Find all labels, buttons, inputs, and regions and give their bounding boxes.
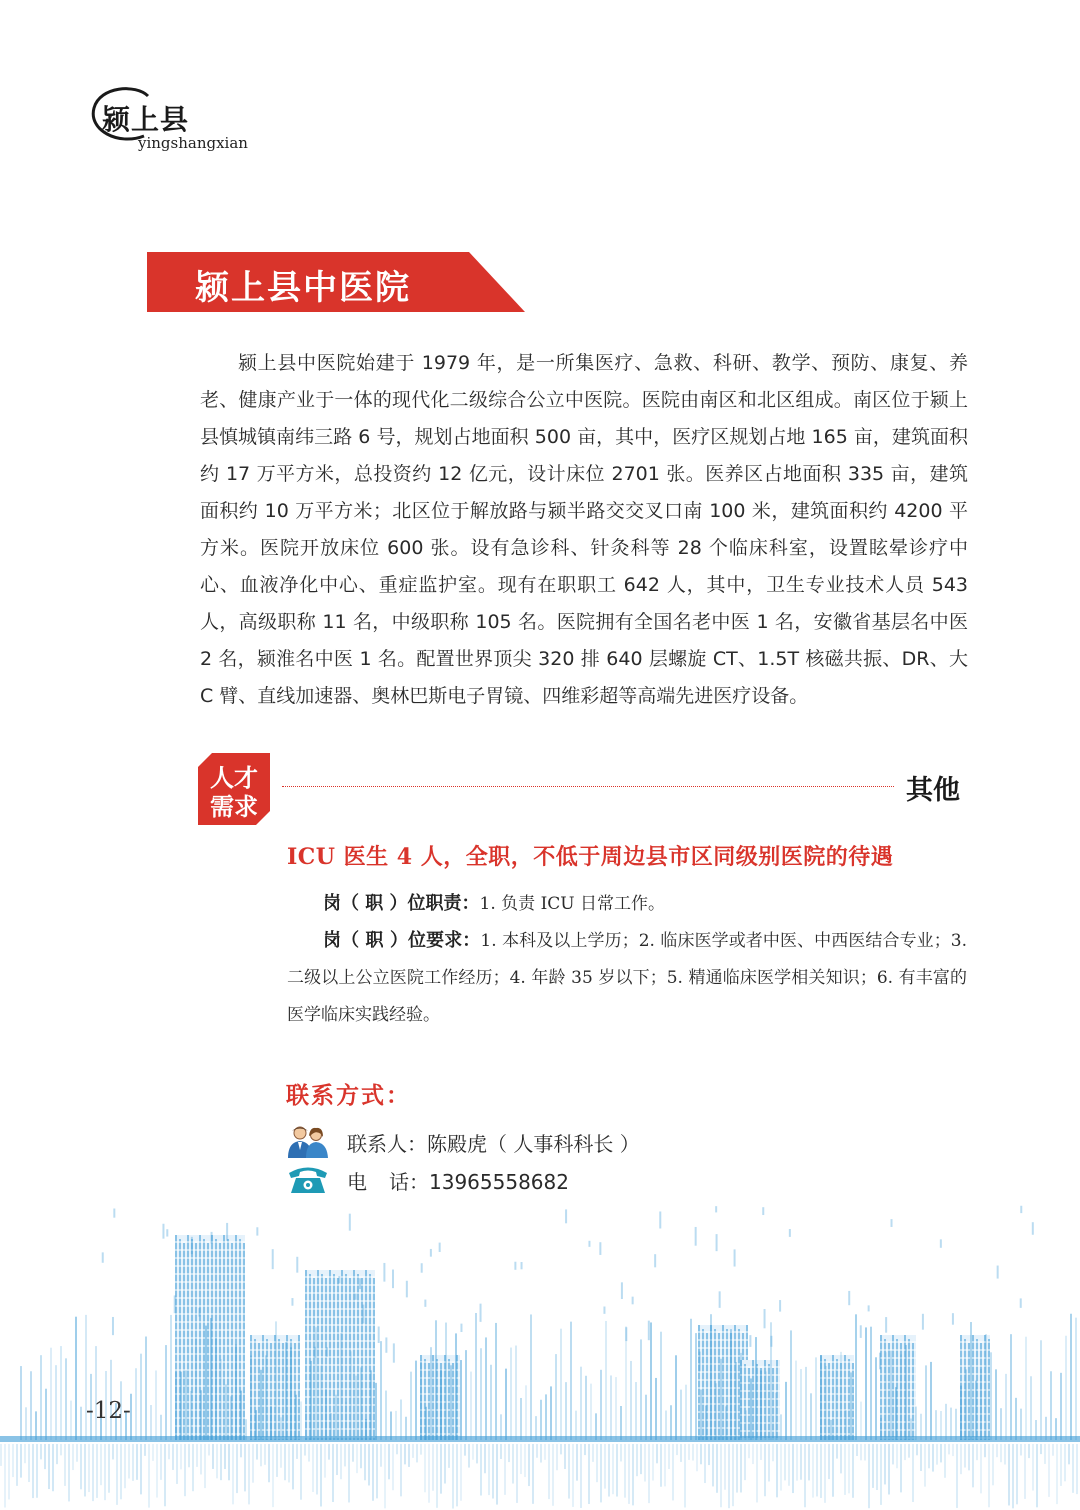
job-duty [323,886,968,922]
contact-phone-label-2: 话： [389,1170,429,1194]
contact-person-label: 联系人： [347,1132,427,1156]
contact-person-value: 陈殿虎（ 人事科科长 ） [427,1132,640,1156]
talent-badge-line2: 需求 [210,792,258,821]
section-title: 颍上县中医院 [195,268,411,308]
talent-badge [198,753,270,825]
logo-title: 颍上县 [102,103,190,136]
intro-paragraph: 颍上县中医院始建于 1979 年，是一所集医疗、急救、科研、教学、预防、康复、养老、健康产业于一体的现代化二级综合公立中医院。医院由南区和北区组成。南区位于颍上县慎城镇南纬三路 6 号，规划占地面积 500 亩，其中，医疗区规划占地 165 亩，建筑面积约 17 万平方米，总投资约 12 亿元，设计床位 2701 张。医养区占地面积 335 亩，建筑面积约 10 万平方米；北区位于解放路与颍半路交交叉口南 100 米，建筑面积约 4200 平方米。医院开放床位 600 张。设有急诊科、针灸科等 28 个临床科室，设置眩晕诊疗中心、血液净化中心、重症监护室。现有在职职工 642 人，其中，卫生专业技术人员 543 人，高级职称 11 名，中级职称 105 名。医院拥有全国名老中医 1 名，安徽省基层名中医 2 名，颍淮名中医 1 名。配置世界顶尖 320 排 640 层螺旋 CT、1.5T 核磁共振、DR、大 C 臂、直线加速器、奥林巴斯电子胃镜、四维彩超等高端先进医疗设备。 [200,352,968,707]
contact-title: 联系方式： [286,1082,411,1109]
job-requirements [287,922,967,1034]
talent-category: 其他 [906,775,960,806]
city-skyline-illustration [0,1185,1080,1510]
contact-person [347,1128,640,1157]
contact-phone-label-1: 电 [347,1170,367,1194]
talent-badge-line1: 人才 [210,763,258,792]
requirements-label: 岗（ 职 ）位要求： [323,930,481,951]
contact-phone-value: 13965558682 [429,1170,569,1194]
divider [282,786,894,787]
job-title: ICU 医生 4 人，全职，不低于周边县市区同级别医院的待遇 [287,844,894,870]
duty-text: 1. 负责 ICU 日常工作。 [479,894,666,914]
duty-label: 岗（ 职 ）位职责： [323,893,480,914]
page-number: -12- [86,1398,131,1424]
requirements-text: 1. 本科及以上学历；2. 临床医学或者中医、中西医结合专业；3. 二级以上公立医院工作经历；4. 年龄 35 岁以下；5. 精通临床医学相关知识；6. 有丰富的医学临床实践经验。 [287,931,967,1025]
header-logo [80,82,280,162]
logo-subtitle: yingshangxian [138,134,248,152]
people-icon [286,1124,330,1158]
section-banner [147,252,527,312]
